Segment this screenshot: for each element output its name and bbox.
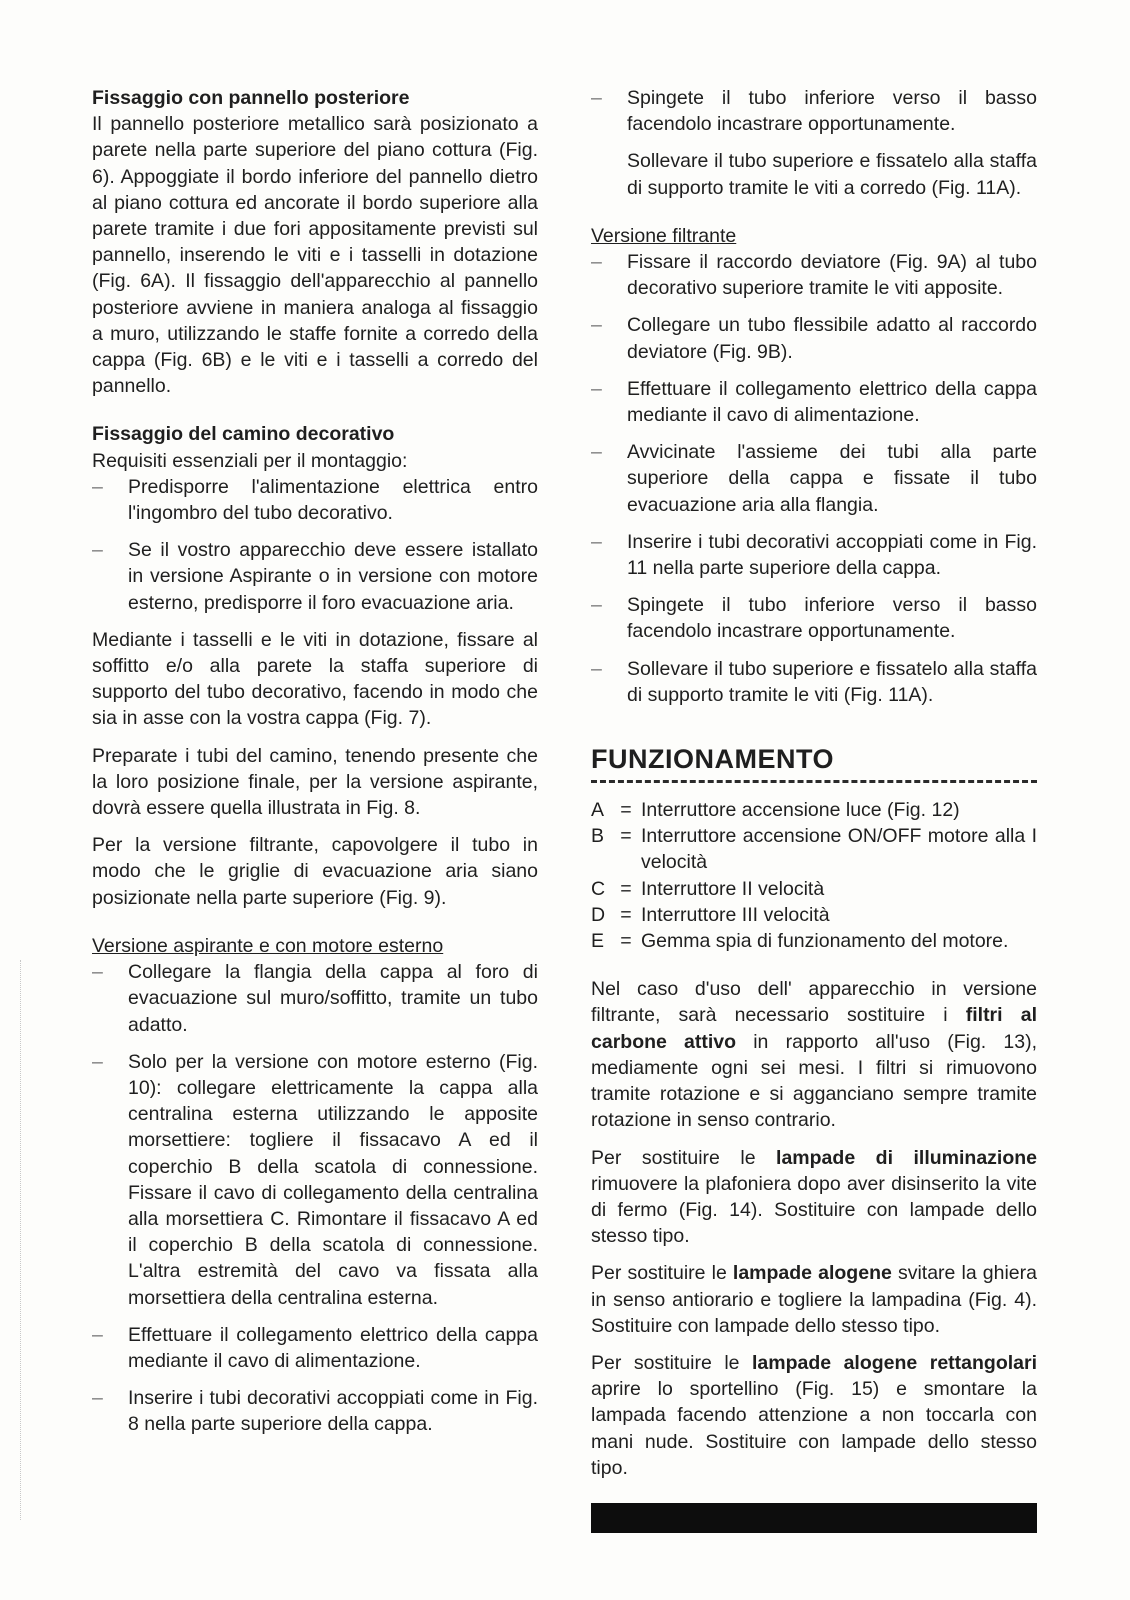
chimney-intro: Requisiti essenziali per il montaggio: [92,449,408,472]
legend-text: Interruttore accensione ON/OFF motore alla I velocità [641,825,1037,874]
list-item-continuation [591,148,1037,200]
list-item [92,474,538,526]
paragraph-bracket: Mediante i tasselli e le viti in dotazione, fissare al soffitto e/o alla parete la staffa superiore di supporto del tubo decorativo, facendo in modo che sia in asse con la vostra cappa (Fig. 7). [92,628,538,730]
dash-marker: – [591,441,602,464]
legend-eq: = [620,799,632,822]
paragraph-carbon-filters: Nel caso d'uso dell' apparecchio in versione filtrante, sarà necessario sostituire i filtri al carbone attivo in rapporto all'uso (Fig. 13), mediamente ogni sei mesi. I filtri si rimuovono tramite rotazione e si agganciano sempre tramite rotazione in senso contrario. [591,978,1037,1132]
list-item [591,656,1037,708]
section-title-chimney: Fissaggio del camino decorativo [92,423,395,446]
list-item-text: Inserire i tubi decorativi accoppiati come in Fig. 8 nella parte superiore della cappa. [128,1387,538,1436]
legend-eq: = [620,825,632,848]
list-item-text: Spingete il tubo inferiore verso il basso facendolo incastrare opportunamente. [627,87,1037,136]
left-column [92,85,538,1438]
list-item-text: Collegare un tubo flessibile adatto al raccordo deviatore (Fig. 9B). [627,314,1037,363]
legend-eq: = [620,877,632,900]
dash-marker: – [92,539,103,562]
list-item-text: Predisporre l'alimentazione elettrica entro l'ingombro del tubo decorativo. [128,475,538,525]
legend-row [591,928,1037,954]
legend-row [591,797,1037,823]
list-item [92,537,538,616]
list-item-text: Se il vostro apparecchio deve essere istallato in versione Aspirante o in versione con motore esterno, predisporre il foro evacuazione aria. [128,539,538,614]
legend-eq: = [620,930,632,953]
legend-key: D [591,903,606,926]
paragraph-filter-version: Per la versione filtrante, capovolgere il tubo in modo che le griglie di evacuazione aria siano posizionate nella parte superiore (Fig. 9). [92,834,538,909]
rear-panel-paragraph: Il pannello posteriore metallico sarà posizionato a parete nella parte superiore del piano cottura (Fig. 6). Appoggiate il bordo inferiore del pannello dietro al piano cottura ed ancorate il bordo superiore alla parete tramite i due fori appositamente previsti sul pannello, inserendo le viti e i tasselli in dotazione (Fig. 6A). Il fissaggio dell'apparecchio al pannello posteriore avviene in maniera analoga al fissaggio a muro, utilizzando le staffe fornite a corredo della cappa (Fig. 6B) e le viti e i tasselli a corredo del pannello. [92,113,538,398]
legend-row [591,902,1037,928]
list-item-text: Sollevare il tubo superiore e fissatelo alla staffa di supporto tramite le viti a corredo (Fig. 11A). [627,150,1037,199]
section-title-rear-panel: Fissaggio con pannello posteriore [92,87,410,109]
dash-marker: – [92,1387,103,1410]
list-item [591,376,1037,428]
emphasis: lampade alogene [732,1262,892,1285]
dash-marker: – [591,87,602,109]
dash-marker: – [591,657,602,680]
right-column [591,85,1037,1533]
list-item [591,529,1037,581]
dash-marker: – [92,961,103,984]
legend-text: Interruttore II velocità [641,877,825,900]
list-item [92,959,538,1038]
dash-marker: – [591,314,602,337]
dash-marker: – [92,475,103,498]
list-item-text: Sollevare il tubo superiore e fissatelo alla staffa di supporto tramite le viti (Fig. 11A). [627,657,1037,706]
subtitle-filter-version: Versione filtrante [591,224,737,247]
legend-key: C [591,877,606,900]
section-title-funzionamento: FUNZIONAMENTO [591,744,834,775]
dash-marker: – [591,251,602,274]
legend-key: E [591,930,605,953]
list-item-text: Fissare il raccordo deviatore (Fig. 9A) al tubo decorativo superiore tramite le viti apposite. [627,251,1037,300]
control-legend [591,797,1037,954]
list-item-text: Collegare la flangia della cappa al foro di evacuazione sul muro/soffitto, tramite un tubo adatto. [128,961,538,1036]
list-item [92,1322,538,1374]
list-item-text: Spingete il tubo inferiore verso il basso facendolo incastrare opportunamente. [627,594,1037,643]
dash-marker: – [92,1050,103,1073]
list-item [92,1049,538,1311]
legend-row [591,876,1037,902]
list-item [591,592,1037,644]
black-bar [591,1503,1037,1533]
dash-marker: – [591,377,602,400]
scan-margin-mark [20,960,23,1520]
list-item-text: Inserire i tubi decorativi accoppiati come in Fig. 11 nella parte superiore della cappa. [627,530,1037,580]
list-item [92,1385,538,1437]
legend-key: B [591,825,605,848]
subtitle-aspirating-version: Versione aspirante e con motore esterno [92,934,444,957]
list-item [591,312,1037,364]
list-item [591,85,1037,137]
list-item [591,439,1037,518]
legend-row [591,823,1037,875]
list-item-text: Effettuare il collegamento elettrico della cappa mediante il cavo di alimentazione. [627,377,1037,427]
list-item [591,249,1037,301]
paragraph-lighting-lamps: Per sostituire le lampade di illuminazione rimuovere la plafoniera dopo aver disinserito la vite di fermo (Fig. 14). Sostituire con lampade dello stesso tipo. [591,1146,1037,1248]
paragraph-halogen-lamps: Per sostituire le lampade alogene svitare la ghiera in senso antiorario e togliere la lampadina (Fig. 4). Sostituire con lampade dello stesso tipo. [591,1262,1037,1337]
legend-key: A [591,799,605,822]
paragraph-tubes: Preparate i tubi del camino, tenendo presente che la loro posizione finale, per la versione aspirante, dovrà essere quella illustrata in Fig. 8. [92,744,538,820]
emphasis: lampade di illuminazione [776,1146,1037,1169]
emphasis: filtri al carbone attivo [591,1004,1037,1053]
legend-text: Interruttore accensione luce (Fig. 12) [641,799,960,822]
list-item-text: Solo per la versione con motore esterno (Fig. 10): collegare elettricamente la cappa alla centralina esterna utilizzando le apposite morsettiere: togliere il fissacavo A ed il coperchio B della scatola di connessione. Fissare il cavo di collegamento della centralina alla morsettiera C. Rimontare il fissacavo A ed il coperchio B della scatola di connessione. L'altra estremità del cavo va fissata alla morsettiera della centralina esterna. [128,1050,538,1309]
dash-marker: – [92,1323,103,1346]
list-item-text: Effettuare il collegamento elettrico della cappa mediante il cavo di alimentazione. [128,1323,538,1372]
dashed-divider [591,780,1037,783]
list-item-text: Avvicinate l'assieme dei tubi alla parte superiore della cappa e fissate il tubo evacuazione aria alla flangia. [627,441,1037,516]
dash-marker: – [591,530,602,553]
legend-text: Interruttore III velocità [641,903,830,926]
emphasis: lampade alogene rettangolari [751,1351,1038,1374]
dash-marker: – [591,594,602,617]
paragraph-rectangular-halogen: Per sostituire le lampade alogene rettangolari aprire lo sportellino (Fig. 15) e smontare la lampada facendo attenzione a non toccarla con mani nude. Sostituire con lampade dello stesso tipo. [591,1351,1038,1479]
legend-eq: = [620,903,632,926]
legend-text: Gemma spia di funzionamento del motore. [641,930,1009,953]
